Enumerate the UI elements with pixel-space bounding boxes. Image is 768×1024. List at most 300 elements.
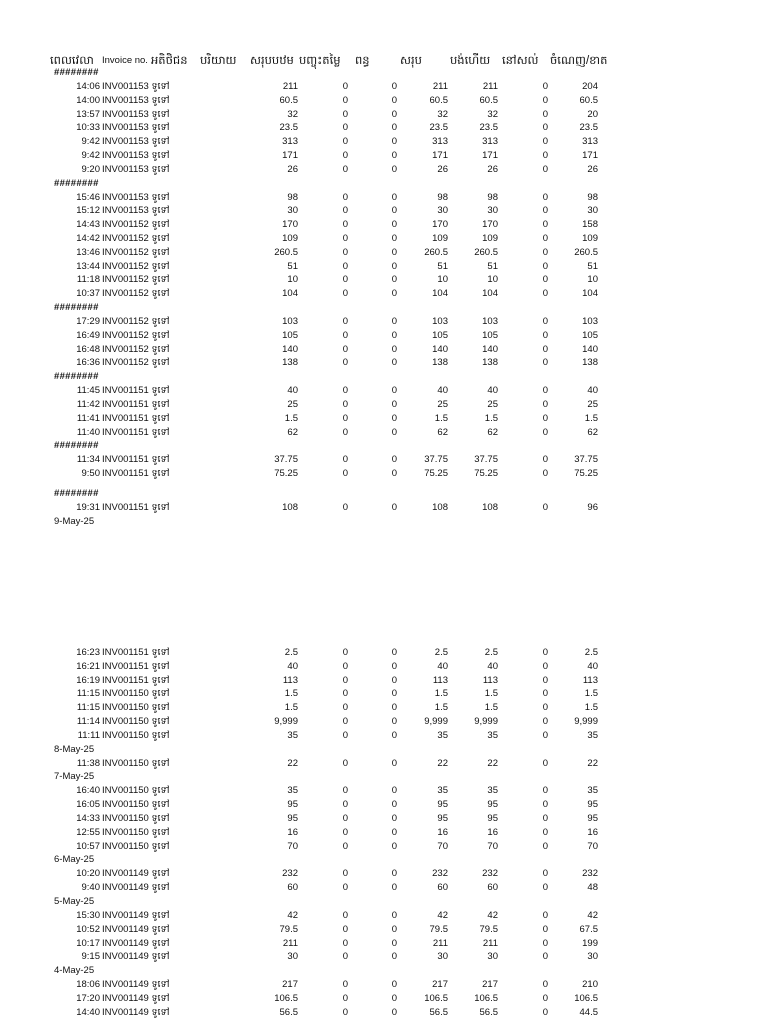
cell-balance: 0	[542, 647, 548, 658]
table-row	[0, 826, 768, 840]
cell-profit: 1.5	[584, 688, 598, 700]
cell-balance: 0	[542, 274, 548, 286]
table-row	[0, 232, 768, 246]
cell-subtotal: 103	[282, 316, 298, 327]
date-group-label: ########	[54, 302, 99, 313]
cell-discount: 0	[342, 882, 348, 894]
cell-profit: 210	[582, 979, 598, 991]
cell-discount: 0	[342, 150, 348, 161]
cell-total: 70	[437, 840, 448, 852]
header-balance: នៅសល់	[502, 55, 539, 67]
cell-tax: 0	[391, 136, 397, 148]
table-row	[0, 729, 768, 743]
table-row	[0, 453, 768, 467]
cell-profit: 67.5	[579, 923, 598, 935]
cell-total: 140	[432, 343, 448, 355]
table-row	[0, 94, 768, 108]
cell-total: 35	[437, 785, 448, 797]
cell-discount: 0	[342, 840, 348, 852]
cell-subtotal: 10	[287, 274, 298, 286]
cell-time: 13:44	[76, 260, 100, 272]
cell-time: 10:57	[76, 840, 100, 852]
cell-time: 9:20	[81, 163, 100, 175]
table-row	[0, 121, 768, 135]
cell-profit: 98	[587, 191, 598, 203]
table-row	[0, 674, 768, 688]
cell-total: 9,999	[424, 716, 448, 727]
cell-total: 98	[437, 191, 448, 203]
table-row	[0, 701, 768, 715]
cell-invoice: INV001150 ទូទៅ	[102, 826, 170, 838]
cell-invoice: INV001149 ទូទៅ	[102, 993, 170, 1004]
cell-profit: 104	[582, 288, 598, 300]
cell-balance: 0	[542, 785, 548, 797]
cell-invoice: INV001152 ទូទៅ	[102, 219, 170, 231]
cell-profit: 30	[587, 951, 598, 963]
cell-time: 14:42	[76, 233, 100, 244]
cell-total: 171	[432, 150, 448, 161]
table-row	[0, 867, 768, 881]
cell-subtotal: 32	[287, 108, 298, 120]
cell-discount: 0	[342, 246, 348, 258]
cell-total: 95	[437, 813, 448, 824]
cell-invoice: INV001152 ទូទៅ	[102, 343, 170, 355]
cell-paid: 260.5	[474, 246, 498, 258]
cell-balance: 0	[542, 716, 548, 727]
cell-profit: 95	[587, 813, 598, 824]
cell-tax: 0	[391, 385, 397, 397]
cell-profit: 171	[582, 150, 598, 161]
cell-paid: 113	[482, 674, 498, 686]
cell-subtotal: 60	[287, 882, 298, 894]
cell-subtotal: 2.5	[284, 647, 298, 658]
date-group-label: ########	[54, 67, 99, 78]
table-row	[0, 840, 768, 854]
cell-balance: 0	[542, 799, 548, 811]
cell-invoice: INV001152 ទូទៅ	[102, 316, 170, 327]
cell-profit: 22	[587, 757, 598, 769]
cell-total: 62	[437, 426, 448, 438]
cell-paid: 60	[487, 882, 498, 894]
cell-discount: 0	[342, 94, 348, 106]
cell-paid: 104	[482, 288, 498, 300]
cell-invoice: INV001151 ទូទៅ	[102, 468, 170, 480]
date-group-label: 8-May-25	[54, 743, 95, 755]
cell-profit: 51	[587, 260, 598, 272]
cell-tax: 0	[391, 785, 397, 797]
cell-profit: 1.5	[584, 412, 598, 424]
cell-subtotal: 30	[287, 205, 298, 217]
cell-invoice: INV001152 ទូទៅ	[102, 260, 170, 272]
cell-invoice: INV001150 ទូទៅ	[102, 813, 170, 824]
table-row	[0, 287, 768, 301]
cell-time: 11:11	[77, 729, 100, 741]
cell-subtotal: 62	[287, 426, 298, 438]
cell-invoice: INV001149 ទូទៅ	[102, 979, 170, 991]
cell-invoice: INV001152 ទូទៅ	[102, 288, 170, 300]
date-group-label: ########	[54, 488, 99, 499]
cell-subtotal: 232	[282, 868, 298, 880]
cell-tax: 0	[391, 840, 397, 852]
cell-balance: 0	[542, 122, 548, 134]
cell-subtotal: 9,999	[274, 716, 298, 727]
cell-profit: 158	[582, 219, 598, 231]
cell-subtotal: 40	[287, 385, 298, 397]
cell-time: 10:52	[76, 923, 100, 935]
cell-time: 15:30	[76, 910, 100, 921]
cell-discount: 0	[342, 688, 348, 700]
cell-time: 10:20	[76, 868, 100, 880]
cell-paid: 9,999	[474, 716, 498, 727]
date-group-label: ########	[54, 177, 99, 189]
cell-balance: 0	[542, 882, 548, 894]
cell-profit: 9,999	[574, 716, 598, 727]
cell-total: 1.5	[434, 702, 448, 714]
header-discount: បញ្ចុះតម្លៃ	[299, 55, 341, 67]
cell-profit: 70	[587, 840, 598, 852]
table-row	[0, 881, 768, 895]
cell-paid: 79.5	[479, 923, 498, 935]
cell-discount: 0	[342, 399, 348, 410]
cell-discount: 0	[342, 702, 348, 714]
cell-subtotal: 37.75	[274, 454, 298, 466]
cell-invoice: INV001150 ទូទៅ	[102, 702, 170, 714]
cell-time: 17:20	[76, 993, 100, 1004]
cell-profit: 62	[587, 426, 598, 438]
cell-time: 14:33	[76, 813, 100, 824]
cell-profit: 138	[582, 357, 598, 369]
cell-paid: 62	[487, 426, 498, 438]
cell-invoice: INV001151 ទូទៅ	[102, 647, 170, 658]
cell-tax: 0	[391, 426, 397, 438]
cell-total: 75.25	[424, 468, 448, 480]
cell-total: 104	[432, 288, 448, 300]
cell-time: 9:42	[81, 136, 100, 148]
cell-tax: 0	[391, 910, 397, 921]
cell-discount: 0	[342, 826, 348, 838]
cell-time: 16:23	[76, 647, 100, 658]
cell-profit: 106.5	[574, 993, 598, 1004]
cell-invoice: INV001149 ទូទៅ	[102, 1006, 170, 1018]
cell-time: 16:49	[76, 329, 100, 341]
cell-total: 35	[437, 729, 448, 741]
cell-paid: 109	[482, 233, 498, 244]
cell-discount: 0	[342, 205, 348, 217]
cell-paid: 1.5	[484, 412, 498, 424]
cell-profit: 204	[582, 81, 598, 92]
cell-invoice: INV001151 ទូទៅ	[102, 385, 170, 397]
cell-time: 9:50	[81, 468, 100, 480]
cell-total: 1.5	[434, 412, 448, 424]
cell-balance: 0	[542, 937, 548, 949]
cell-tax: 0	[391, 716, 397, 727]
cell-profit: 75.25	[574, 468, 598, 480]
cell-paid: 10	[487, 274, 498, 286]
cell-tax: 0	[391, 688, 397, 700]
cell-balance: 0	[542, 729, 548, 741]
cell-discount: 0	[342, 316, 348, 327]
cell-subtotal: 56.5	[279, 1006, 298, 1018]
cell-total: 211	[432, 937, 448, 949]
cell-total: 32	[437, 108, 448, 120]
cell-total: 30	[437, 205, 448, 217]
cell-tax: 0	[391, 288, 397, 300]
cell-tax: 0	[391, 329, 397, 341]
cell-discount: 0	[342, 122, 348, 134]
cell-time: 11:41	[76, 412, 100, 424]
cell-balance: 0	[542, 702, 548, 714]
cell-profit: 20	[587, 108, 598, 120]
cell-balance: 0	[542, 357, 548, 369]
cell-invoice: INV001151 ទូទៅ	[102, 660, 170, 672]
cell-tax: 0	[391, 979, 397, 991]
cell-paid: 26	[487, 163, 498, 175]
cell-profit: 35	[587, 729, 598, 741]
cell-invoice: INV001150 ទូទៅ	[102, 716, 170, 727]
cell-discount: 0	[342, 412, 348, 424]
cell-paid: 2.5	[484, 647, 498, 658]
cell-paid: 1.5	[484, 702, 498, 714]
cell-tax: 0	[391, 108, 397, 120]
cell-discount: 0	[342, 1006, 348, 1018]
cell-time: 16:05	[76, 799, 100, 811]
table-row	[0, 80, 768, 94]
cell-profit: 26	[587, 163, 598, 175]
cell-paid: 313	[482, 136, 498, 148]
cell-profit: 103	[582, 316, 598, 327]
cell-invoice: INV001150 ទូទៅ	[102, 799, 170, 811]
cell-balance: 0	[542, 468, 548, 480]
cell-profit: 25	[587, 399, 598, 410]
cell-subtotal: 104	[282, 288, 298, 300]
cell-invoice: INV001153 ទូទៅ	[102, 163, 170, 175]
cell-discount: 0	[342, 910, 348, 921]
cell-subtotal: 108	[282, 502, 298, 513]
table-row	[0, 646, 768, 660]
cell-time: 16:21	[76, 660, 100, 672]
cell-paid: 140	[482, 343, 498, 355]
cell-balance: 0	[542, 840, 548, 852]
cell-profit: 109	[582, 233, 598, 244]
cell-subtotal: 40	[287, 660, 298, 672]
cell-time: 11:38	[76, 757, 100, 769]
cell-tax: 0	[391, 260, 397, 272]
date-group-label: 9-May-25	[54, 515, 95, 527]
cell-total: 103	[432, 316, 448, 327]
cell-subtotal: 217	[282, 979, 298, 991]
cell-profit: 16	[587, 826, 598, 838]
cell-time: 9:40	[81, 882, 100, 894]
cell-discount: 0	[342, 385, 348, 397]
cell-balance: 0	[542, 688, 548, 700]
cell-balance: 0	[542, 426, 548, 438]
table-row	[0, 149, 768, 163]
cell-profit: 44.5	[579, 1006, 598, 1018]
cell-paid: 217	[482, 979, 498, 991]
cell-invoice: INV001152 ទូទៅ	[102, 329, 170, 341]
cell-total: 138	[432, 357, 448, 369]
cell-paid: 1.5	[484, 688, 498, 700]
cell-total: 109	[432, 233, 448, 244]
cell-subtotal: 23.5	[279, 122, 298, 134]
cell-tax: 0	[391, 412, 397, 424]
cell-paid: 138	[482, 357, 498, 369]
cell-balance: 0	[542, 979, 548, 991]
cell-total: 260.5	[424, 246, 448, 258]
table-row	[0, 163, 768, 177]
table-row	[0, 412, 768, 426]
cell-subtotal: 313	[282, 136, 298, 148]
header-subtotal: សរុបបឋម	[250, 55, 294, 67]
cell-balance: 0	[542, 246, 548, 258]
cell-tax: 0	[391, 81, 397, 92]
cell-balance: 0	[542, 868, 548, 880]
cell-subtotal: 138	[282, 357, 298, 369]
cell-paid: 75.25	[474, 468, 498, 480]
cell-total: 113	[432, 674, 448, 686]
cell-profit: 30	[587, 205, 598, 217]
cell-total: 313	[432, 136, 448, 148]
cell-paid: 30	[487, 205, 498, 217]
cell-invoice: INV001149 ទូទៅ	[102, 910, 170, 921]
cell-time: 14:06	[76, 81, 100, 92]
header-paid: បង់ហើយ	[450, 55, 491, 67]
table-row	[0, 426, 768, 440]
cell-tax: 0	[391, 357, 397, 369]
header-total: សរុប	[400, 55, 422, 67]
cell-subtotal: 1.5	[284, 412, 298, 424]
cell-balance: 0	[542, 674, 548, 686]
cell-paid: 170	[482, 219, 498, 231]
cell-subtotal: 95	[287, 799, 298, 811]
table-row	[0, 398, 768, 412]
table-row	[0, 715, 768, 729]
cell-tax: 0	[391, 468, 397, 480]
cell-paid: 232	[482, 868, 498, 880]
cell-discount: 0	[342, 454, 348, 466]
cell-paid: 106.5	[474, 993, 498, 1004]
header-time: ពេលវេលា	[50, 55, 94, 67]
cell-paid: 16	[487, 826, 498, 838]
cell-tax: 0	[391, 219, 397, 231]
cell-profit: 35	[587, 785, 598, 797]
cell-total: 25	[437, 399, 448, 410]
cell-balance: 0	[542, 136, 548, 148]
header-description: បរិយាយ	[200, 55, 237, 67]
cell-balance: 0	[542, 233, 548, 244]
cell-paid: 32	[487, 108, 498, 120]
cell-balance: 0	[542, 502, 548, 513]
cell-profit: 48	[587, 882, 598, 894]
cell-total: 42	[437, 910, 448, 921]
cell-subtotal: 35	[287, 729, 298, 741]
date-group-label: 7-May-25	[54, 771, 95, 783]
cell-total: 40	[437, 385, 448, 397]
cell-discount: 0	[342, 288, 348, 300]
cell-total: 40	[437, 660, 448, 672]
cell-subtotal: 140	[282, 343, 298, 355]
cell-balance: 0	[542, 191, 548, 203]
cell-tax: 0	[391, 122, 397, 134]
cell-invoice: INV001153 ទូទៅ	[102, 94, 170, 106]
table-row	[0, 356, 768, 370]
cell-total: 79.5	[429, 923, 448, 935]
cell-paid: 40	[487, 385, 498, 397]
table-row	[0, 218, 768, 232]
cell-paid: 70	[487, 840, 498, 852]
cell-tax: 0	[391, 316, 397, 327]
cell-discount: 0	[342, 813, 348, 824]
cell-balance: 0	[542, 260, 548, 272]
cell-paid: 56.5	[479, 1006, 498, 1018]
cell-discount: 0	[342, 274, 348, 286]
cell-balance: 0	[542, 94, 548, 106]
cell-balance: 0	[542, 951, 548, 963]
table-row	[0, 384, 768, 398]
cell-profit: 23.5	[579, 122, 598, 134]
cell-tax: 0	[391, 502, 397, 513]
table-row	[0, 660, 768, 674]
cell-subtotal: 98	[287, 191, 298, 203]
cell-time: 13:57	[76, 108, 100, 120]
cell-paid: 23.5	[479, 122, 498, 134]
cell-total: 211	[432, 81, 448, 92]
date-group-label: 5-May-25	[54, 896, 95, 907]
table-row	[0, 135, 768, 149]
cell-total: 37.75	[424, 454, 448, 466]
cell-subtotal: 70	[287, 840, 298, 852]
cell-subtotal: 113	[282, 674, 298, 686]
cell-subtotal: 109	[282, 233, 298, 244]
table-row	[0, 315, 768, 329]
cell-tax: 0	[391, 799, 397, 811]
cell-balance: 0	[542, 660, 548, 672]
cell-discount: 0	[342, 191, 348, 203]
cell-balance: 0	[542, 826, 548, 838]
cell-discount: 0	[342, 329, 348, 341]
header-profit: ចំណេញ/ខាត	[550, 55, 608, 67]
cell-time: 16:48	[76, 343, 100, 355]
cell-invoice: INV001153 ទូទៅ	[102, 136, 170, 148]
date-group-label: 4-May-25	[54, 965, 95, 977]
cell-discount: 0	[342, 716, 348, 727]
cell-invoice: INV001150 ទូទៅ	[102, 840, 170, 852]
cell-paid: 105	[482, 329, 498, 341]
cell-invoice: INV001151 ទូទៅ	[102, 426, 170, 438]
cell-time: 16:40	[76, 785, 100, 797]
cell-subtotal: 25	[287, 399, 298, 410]
cell-tax: 0	[391, 205, 397, 217]
cell-profit: 199	[582, 937, 598, 949]
cell-tax: 0	[391, 882, 397, 894]
table-row	[0, 937, 768, 951]
cell-discount: 0	[342, 757, 348, 769]
table-row	[0, 812, 768, 826]
cell-balance: 0	[542, 288, 548, 300]
cell-tax: 0	[391, 993, 397, 1004]
cell-balance: 0	[542, 81, 548, 92]
table-row	[0, 329, 768, 343]
cell-time: 18:06	[76, 979, 100, 991]
cell-paid: 35	[487, 729, 498, 741]
cell-total: 106.5	[424, 993, 448, 1004]
table-row	[0, 260, 768, 274]
cell-balance: 0	[542, 757, 548, 769]
cell-time: 11:15	[76, 702, 100, 714]
cell-time: 11:34	[76, 454, 100, 466]
cell-subtotal: 51	[287, 260, 298, 272]
cell-invoice: INV001150 ទូទៅ	[102, 785, 170, 797]
